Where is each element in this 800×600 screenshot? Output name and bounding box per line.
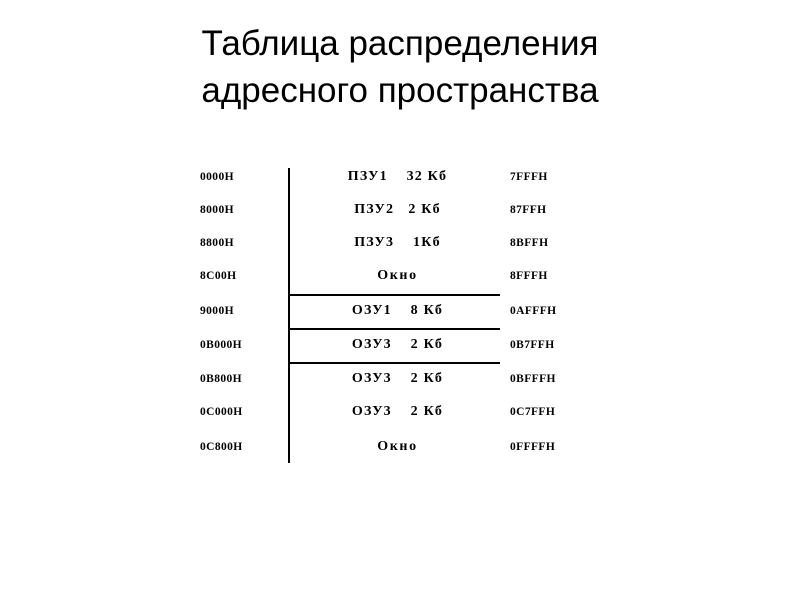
- row-end-address: 7FFFH: [510, 171, 548, 183]
- memory-row: [200, 397, 620, 427]
- memory-row: [200, 296, 620, 326]
- row-region-label: Окно: [377, 268, 418, 283]
- row-start-address: 0C000H: [200, 406, 243, 418]
- row-end-address: 0BFFFH: [510, 373, 556, 385]
- row-start-address: 8C00H: [200, 270, 237, 282]
- row-end-address: 0AFFFH: [510, 305, 557, 317]
- row-start-address: 8800H: [200, 237, 234, 249]
- memory-row: [200, 364, 620, 394]
- row-start-address: 0000H: [200, 171, 234, 183]
- row-start-address: 0B000H: [200, 339, 243, 351]
- memory-row: [200, 261, 620, 291]
- memory-row: [200, 162, 620, 192]
- page-title-line-1: Таблица распределения: [201, 24, 599, 63]
- row-end-address: 8FFFH: [510, 270, 548, 282]
- row-end-address: 8BFFH: [510, 237, 549, 249]
- memory-row: [200, 195, 620, 225]
- row-start-address: 9000H: [200, 305, 234, 317]
- row-region-label: ПЗУ2 2 Кб: [354, 202, 441, 217]
- page-title: [60, 20, 740, 115]
- row-region-label: Окно: [377, 439, 418, 454]
- row-end-address: 0B7FFH: [510, 339, 555, 351]
- row-region-label: ПЗУ3 1Кб: [354, 235, 441, 250]
- row-start-address: 8000H: [200, 204, 234, 216]
- row-end-address: 0C7FFH: [510, 406, 556, 418]
- memory-row: [200, 432, 620, 462]
- row-start-address: 0B800H: [200, 373, 243, 385]
- row-end-address: 0FFFFH: [510, 441, 556, 453]
- address-space-diagram: [200, 162, 620, 482]
- row-start-address: 0C800H: [200, 441, 243, 453]
- row-region-label: ОЗУ3 2 Кб: [351, 404, 444, 419]
- page-title-line-2: адресного пространства: [201, 71, 599, 111]
- row-region-label: ОЗУ3 2 Кб: [351, 337, 444, 352]
- row-end-address: 87FFH: [510, 204, 547, 216]
- row-region-label: ОЗУ3 2 Кб: [351, 371, 444, 386]
- row-region-label: ПЗУ1 32 Кб: [347, 169, 448, 184]
- memory-row: [200, 330, 620, 360]
- row-region-label: ОЗУ1 8 Кб: [351, 303, 444, 318]
- memory-row: [200, 228, 620, 258]
